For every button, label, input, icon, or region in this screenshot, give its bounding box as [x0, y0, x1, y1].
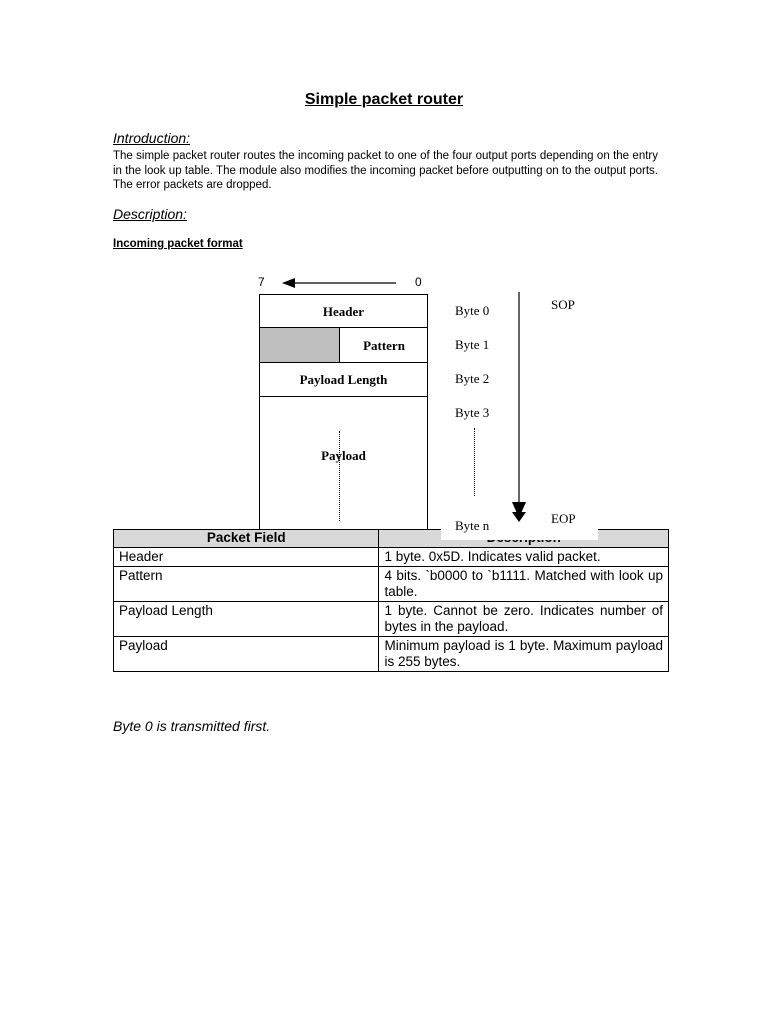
table-row [114, 602, 669, 637]
payload-field-label: Payload [321, 448, 366, 463]
byte-label: Byte 0 [455, 303, 490, 318]
payload-length-label: Payload Length [299, 372, 388, 387]
bit-msb-label: 7 [258, 275, 265, 289]
payload-length-field [260, 363, 427, 397]
byte-label: Byte 3 [455, 405, 490, 420]
payload-continuation-dots [339, 431, 340, 521]
payload-field [260, 397, 427, 529]
arrowhead-icon [510, 512, 528, 524]
field-cell: Payload Length [114, 602, 379, 637]
packet-format-heading: Incoming packet format [113, 238, 243, 250]
table-row [114, 637, 669, 672]
description-cell: Minimum payload is 1 byte. Maximum payload is 255 bytes. [379, 637, 669, 672]
header-field-label: Header [322, 304, 365, 319]
introduction-heading: Introduction: [113, 130, 191, 146]
byte-continuation-dots [474, 428, 475, 496]
byte-label: Byte 1 [455, 337, 490, 352]
transmission-note: Byte 0 is transmitted first. [113, 718, 271, 734]
bit-order-arrow-icon [280, 276, 400, 290]
sop-to-eop-arrow-icon [510, 292, 528, 522]
field-cell: Pattern [114, 567, 379, 602]
field-cell: Header [114, 548, 379, 567]
pattern-field-label: Pattern [363, 338, 405, 353]
table-row [114, 567, 669, 602]
description-cell: 4 bits. `b0000 to `b1111. Matched with look up table. [379, 567, 669, 602]
field-cell: Payload [114, 637, 379, 672]
byte-label: Byte 2 [455, 371, 490, 386]
description-cell: 1 byte. 0x5D. Indicates valid packet. [379, 548, 669, 567]
byte-n-label: Byte n [455, 518, 490, 533]
header-field [260, 295, 427, 328]
sop-label: SOP [551, 297, 575, 312]
packet-field-table [113, 529, 669, 672]
pattern-row [260, 328, 427, 363]
introduction-text: The simple packet router routes the incoming packet to one of the four output ports depending on the entry in the look up table. The module also modifies the incoming packet before outputting on to the output ports. The error packets are dropped. [113, 150, 658, 191]
packet-box [259, 294, 428, 530]
table-row [114, 548, 669, 567]
page-title: Simple packet router [304, 91, 464, 108]
bit-lsb-label: 0 [415, 275, 422, 289]
description-cell: 1 byte. Cannot be zero. Indicates number of bytes in the payload. [379, 602, 669, 637]
eop-label: EOP [551, 511, 576, 526]
pattern-reserved-bits [260, 328, 340, 362]
column-header: Packet Field [114, 530, 379, 548]
description-heading: Description: [113, 206, 187, 222]
